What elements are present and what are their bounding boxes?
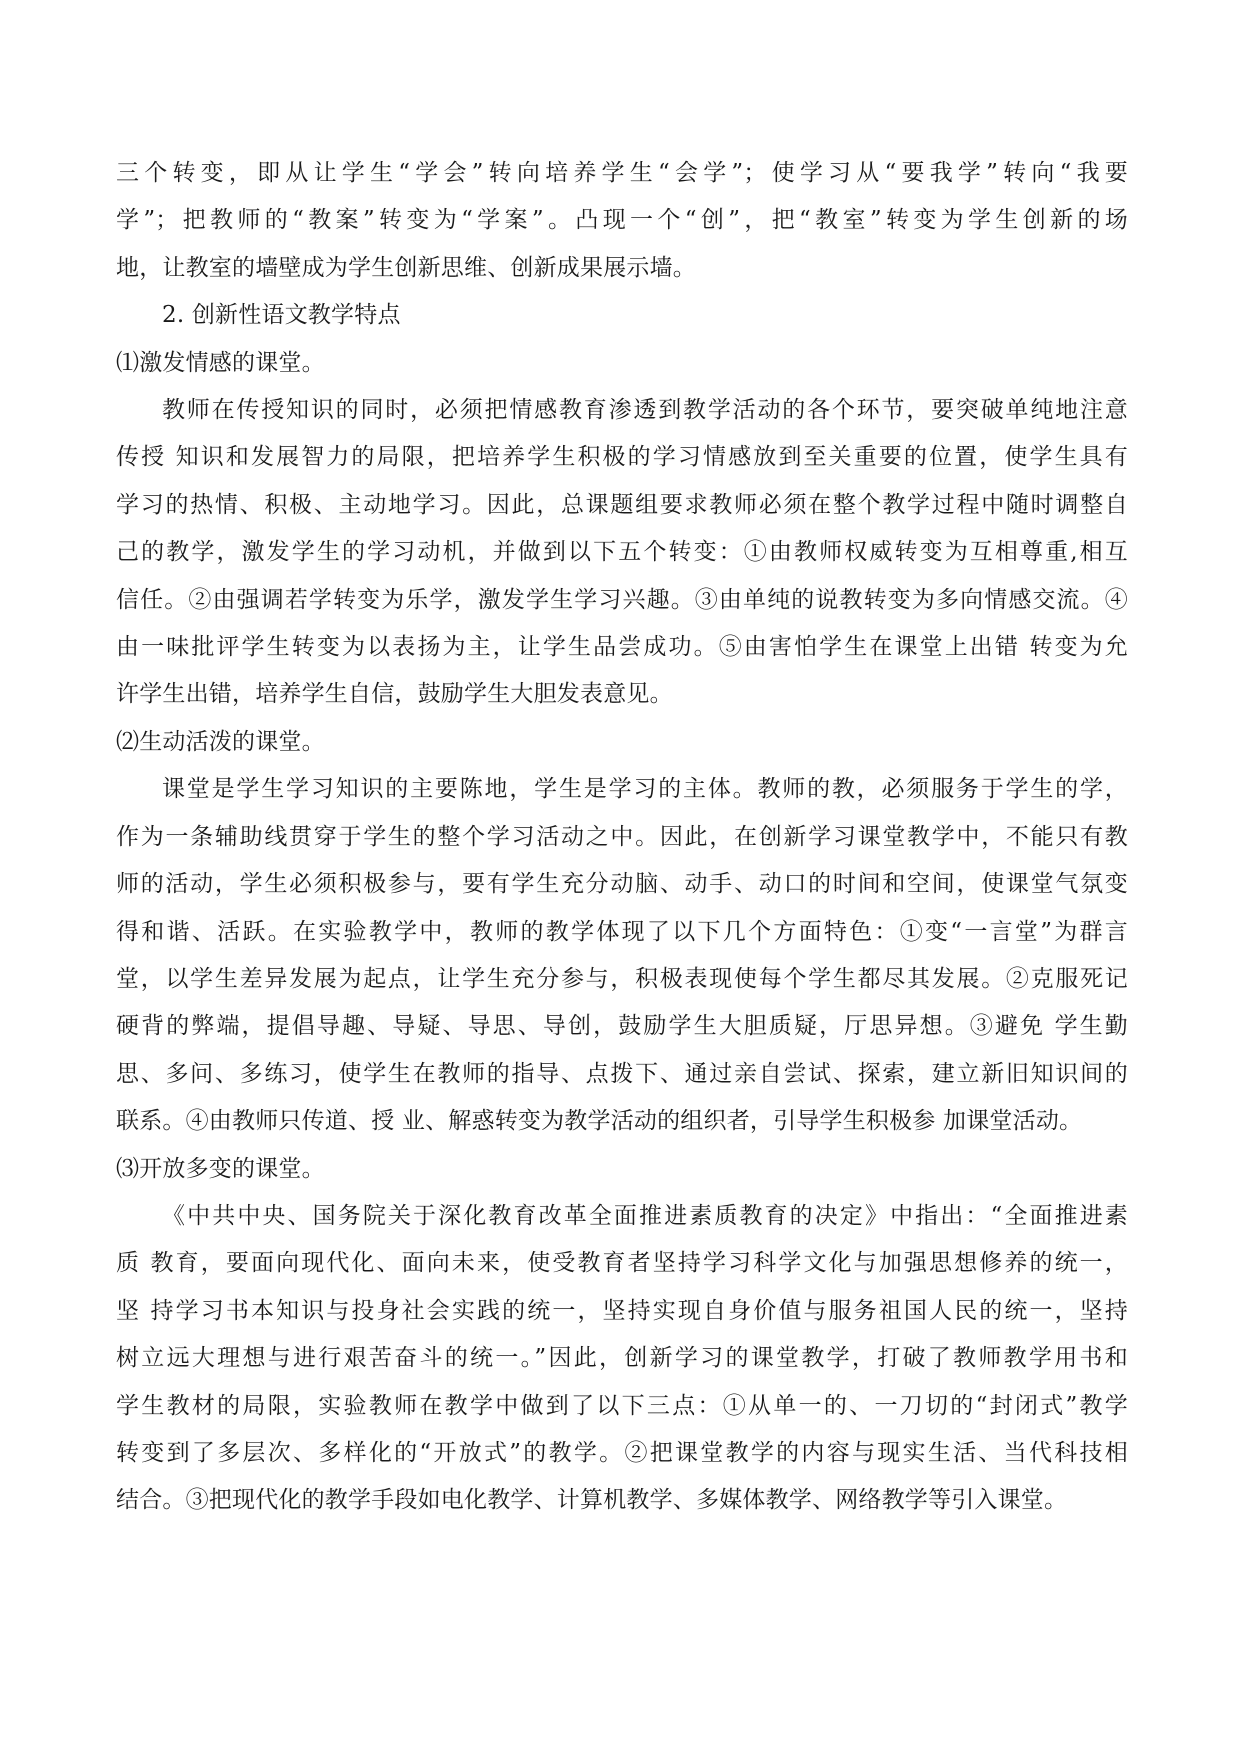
text-line: 树立远大理想与进行艰苦奋斗的统一。”因此，创新学习的课堂教学，打破了教师教学用书和 [116,1345,1128,1372]
text-line: 许学生出错，培养学生自信，鼓励学生大胆发表意见。 [116,681,673,708]
text-line: 地，让教室的墙壁成为学生创新思维、创新成果展示墙。 [116,254,696,281]
text-line: 师的活动，学生必须积极参与，要有学生充分动脑、动手、动口的时间和空间，使课堂气氛变 [116,871,1128,898]
text-line: 联系。④由教师只传道、授 业、解惑转变为教学活动的组织者，引导学生积极参 加课堂活动。 [116,1108,1083,1135]
text-line: 课堂是学生学习知识的主要陈地，学生是学习的主体。教师的教，必须服务于学生的学， [162,776,1128,803]
paragraph-p1 [116,150,1128,292]
text-line: ⑶开放多变的课堂。 [116,1155,325,1182]
paragraph-p2 [116,387,1128,719]
text-line: 《中共中央、国务院关于深化教育改革全面推进素质教育的决定》中指出：“全面推进素 [162,1202,1128,1229]
paragraph-h2-1 [116,340,1128,387]
text-line: 学”；把教师的“教案”转变为“学案”。凸现一个“创”，把“教室”转变为学生创新的场 [116,207,1128,234]
text-line: 堂，以学生差异发展为起点，让学生充分参与，积极表现使每个学生都尽其发展。②克服死记 [116,965,1128,992]
paragraph-p3 [116,766,1128,1145]
text-line: 学生教材的局限，实验教师在教学中做到了以下三点：①从单一的、一刀切的“封闭式”教学 [116,1392,1128,1419]
text-line: 传授 知识和发展智力的局限，把培养学生积极的学习情感放到至关重要的位置，使学生具有 [116,444,1128,471]
text-line: 2. 创新性语文教学特点 [162,302,401,329]
paragraph-h2-3 [116,1146,1128,1193]
text-line: 硬背的弊端，提倡导趣、导疑、导思、导创，鼓励学生大胆质疑，厅思异想。③避免 学生勤 [116,1013,1128,1040]
text-line: ⑴激发情感的课堂。 [116,349,325,376]
text-line: 得和谐、活跃。在实验教学中，教师的教学体现了以下几个方面特色：①变“一言堂”为群言 [116,918,1128,945]
text-line: 作为一条辅助线贯穿于学生的整个学习活动之中。因此，在创新学习课堂教学中，不能只有教 [116,823,1128,850]
text-line: 学习的热情、积极、主动地学习。因此，总课题组要求教师必须在整个教学过程中随时调整自 [116,491,1128,518]
text-line: 思、多问、多练习，使学生在教师的指导、点拨下、通过亲自尝试、探索，建立新旧知识间的 [116,1060,1128,1087]
text-line: 结合。③把现代化的教学手段如电化教学、计算机教学、多媒体教学、网络教学等引入课堂。 [116,1487,1068,1514]
paragraph-p4 [116,1193,1128,1525]
text-line: 转变到了多层次、多样化的“开放式”的教学。②把课堂教学的内容与现实生活、当代科技相 [116,1439,1128,1466]
text-line: 三个转变，即从让学生“学会”转向培养学生“会学”；使学习从“要我学”转向“我要 [116,160,1128,186]
text-line: 由一味批评学生转变为以表扬为主，让学生品尝成功。⑤由害怕学生在课堂上出错 转变为允 [116,634,1128,661]
paragraph-h2 [116,292,1128,339]
paragraph-h2-2 [116,719,1128,766]
text-line: 信任。②由强调若学转变为乐学，激发学生学习兴趣。③由单纯的说教转变为多向情感交流。④ [116,586,1128,613]
document-body [116,150,1128,1525]
text-line: 己的教学，激发学生的学习动机，并做到以下五个转变：①由教师权威转变为互相尊重,相互 [116,539,1128,566]
text-line: 教师在传授知识的同时，必须把情感教育渗透到教学活动的各个环节，要突破单纯地注意 [162,397,1128,424]
text-line: ⑵生动活泼的课堂。 [116,728,325,755]
text-line: 质 教育，要面向现代化、面向未来，使受教育者坚持学习科学文化与加强思想修养的统一， [116,1250,1128,1277]
text-line: 坚 持学习书本知识与投身社会实践的统一，坚持实现自身价值与服务祖国人民的统一，坚持 [116,1297,1128,1324]
